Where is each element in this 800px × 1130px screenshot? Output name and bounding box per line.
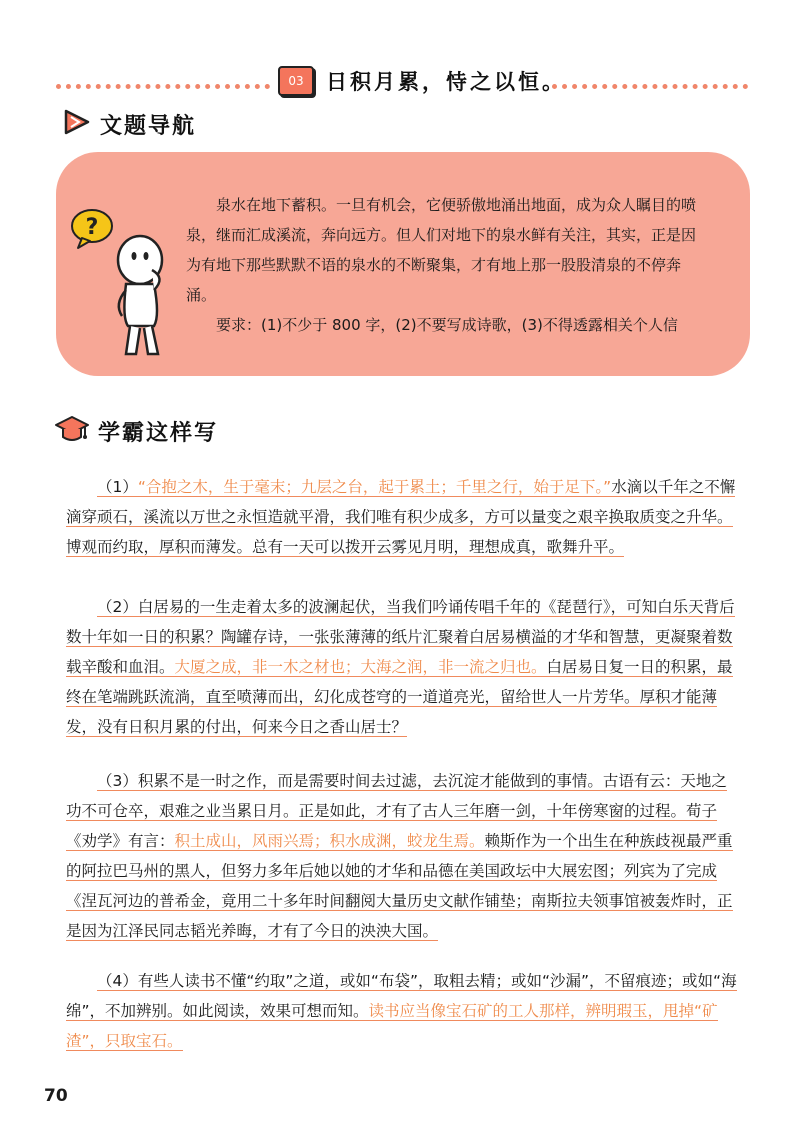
thinking-person-icon [62, 208, 170, 362]
essay-paragraph-3 [66, 766, 742, 946]
chapter-number-badge: 03 [278, 66, 314, 96]
header-dotted-line-left [56, 84, 270, 89]
header-dotted-line-right [552, 84, 748, 89]
svg-text:?: ? [85, 215, 99, 240]
highlight-quote: 读书应当像宝石矿的工人那样，辨明瑕玉，甩掉“矿渣”，只取宝石。 [66, 1002, 718, 1050]
essay-paragraph-2 [66, 592, 742, 742]
paragraph-body: （3）积累不是一时之作，而是需要时间去过滤，去沉淀才能做到的事情。古语有云：天地之功不可仓卒，艰难之业当累日月。正是如此，才有了古人三年磨一剑，十年傍寒窗的过程。荀子《劝学》有言： [66, 772, 727, 850]
page-number: 70 [44, 1086, 68, 1106]
chapter-header [278, 66, 566, 96]
highlight-quote: 积土成山，风雨兴焉；积水成渊，蛟龙生焉。 [174, 832, 485, 850]
essay-paragraph-1 [66, 472, 742, 562]
section-heading-examples [54, 414, 218, 448]
section-title: 文题导航 [100, 113, 197, 139]
highlight-quote: 大厦之成，非一木之材也；大海之润，非一流之归也。 [174, 658, 547, 676]
paragraph-text [66, 772, 733, 941]
paragraph-body: 水滴以千年之不懈滴穿顽石，溪流以万世之永恒造就平滑，我们唯有积少成多，方可以量变之艰辛换取质变之升华。博观而约取，厚积而薄发。总有一天可以拨开云雾见月明，理想成真，歌舞升平。 [66, 478, 736, 556]
paragraph-number: （1） [97, 478, 138, 496]
paragraph-body: 赖斯作为一个出生在种族歧视最严重的阿拉巴马州的黑人，但努力多年后她以她的才华和品德在美国政坛中大展宏图；列宾为了完成《涅瓦河边的普希金，竟用二十多年时间翻阅大量历史文献作铺垫；南斯拉夫领事馆被轰炸时，正是因为江泽民同志韬光养晦，才有了今日的泱泱大国。 [66, 832, 733, 940]
paragraph-text [66, 478, 735, 557]
paragraph-body: （2）白居易的一生走着太多的波澜起伏，当我们吟诵传唱千年的《琵琶行》，可知白乐天背后数十年如一日的积累？陶罐存诗，一张张薄薄的纸片汇聚着白居易横溢的才华和智慧，更凝聚着数载辛酸和血泪。 [66, 598, 735, 676]
chapter-title: 日积月累，恃之以恒。 [326, 70, 566, 94]
section-title: 学霸这样写 [98, 420, 219, 446]
paragraph-body: 白居易日复一日的积累，最终在笔端跳跃流淌，直至喷薄而出，幻化成苍穹的一道道亮光，留给世人一片芳华。厚积才能薄发，没有日积月累的付出，何来今日之香山居士？ [66, 658, 733, 736]
graduation-cap-icon [54, 414, 90, 448]
paragraph-text [66, 972, 737, 1051]
prompt-text [186, 190, 706, 340]
prompt-requirements: 要求：(1)不少于 800 字，(2)不要写成诗歌，(3)不得透露相关个人信 [216, 316, 678, 334]
prompt-paragraph: 泉水在地下蓄积。一旦有机会，它便骄傲地涌出地面，成为众人瞩目的喷泉，继而汇成溪流，奔向远方。但人们对地下的泉水鲜有关注，其实，正是因为有地下那些默默不语的泉水的不断聚集，才有地上那一股股清泉的不停奔涌。 [186, 196, 697, 304]
play-arrow-icon [62, 108, 92, 140]
paragraph-text [66, 598, 735, 737]
essay-paragraph-4 [66, 966, 742, 1056]
paragraph-body: （4）有些人读书不懂“约取”之道，或如“布袋”，取粗去精；或如“沙漏”，不留痕迹；或如“海绵”，不加辨别。如此阅读，效果可想而知。 [66, 972, 737, 1020]
highlight-quote: “合抱之木，生于毫末；九层之台，起于累土；千里之行，始于足下。” [137, 478, 612, 496]
section-heading-navigation [62, 108, 196, 140]
